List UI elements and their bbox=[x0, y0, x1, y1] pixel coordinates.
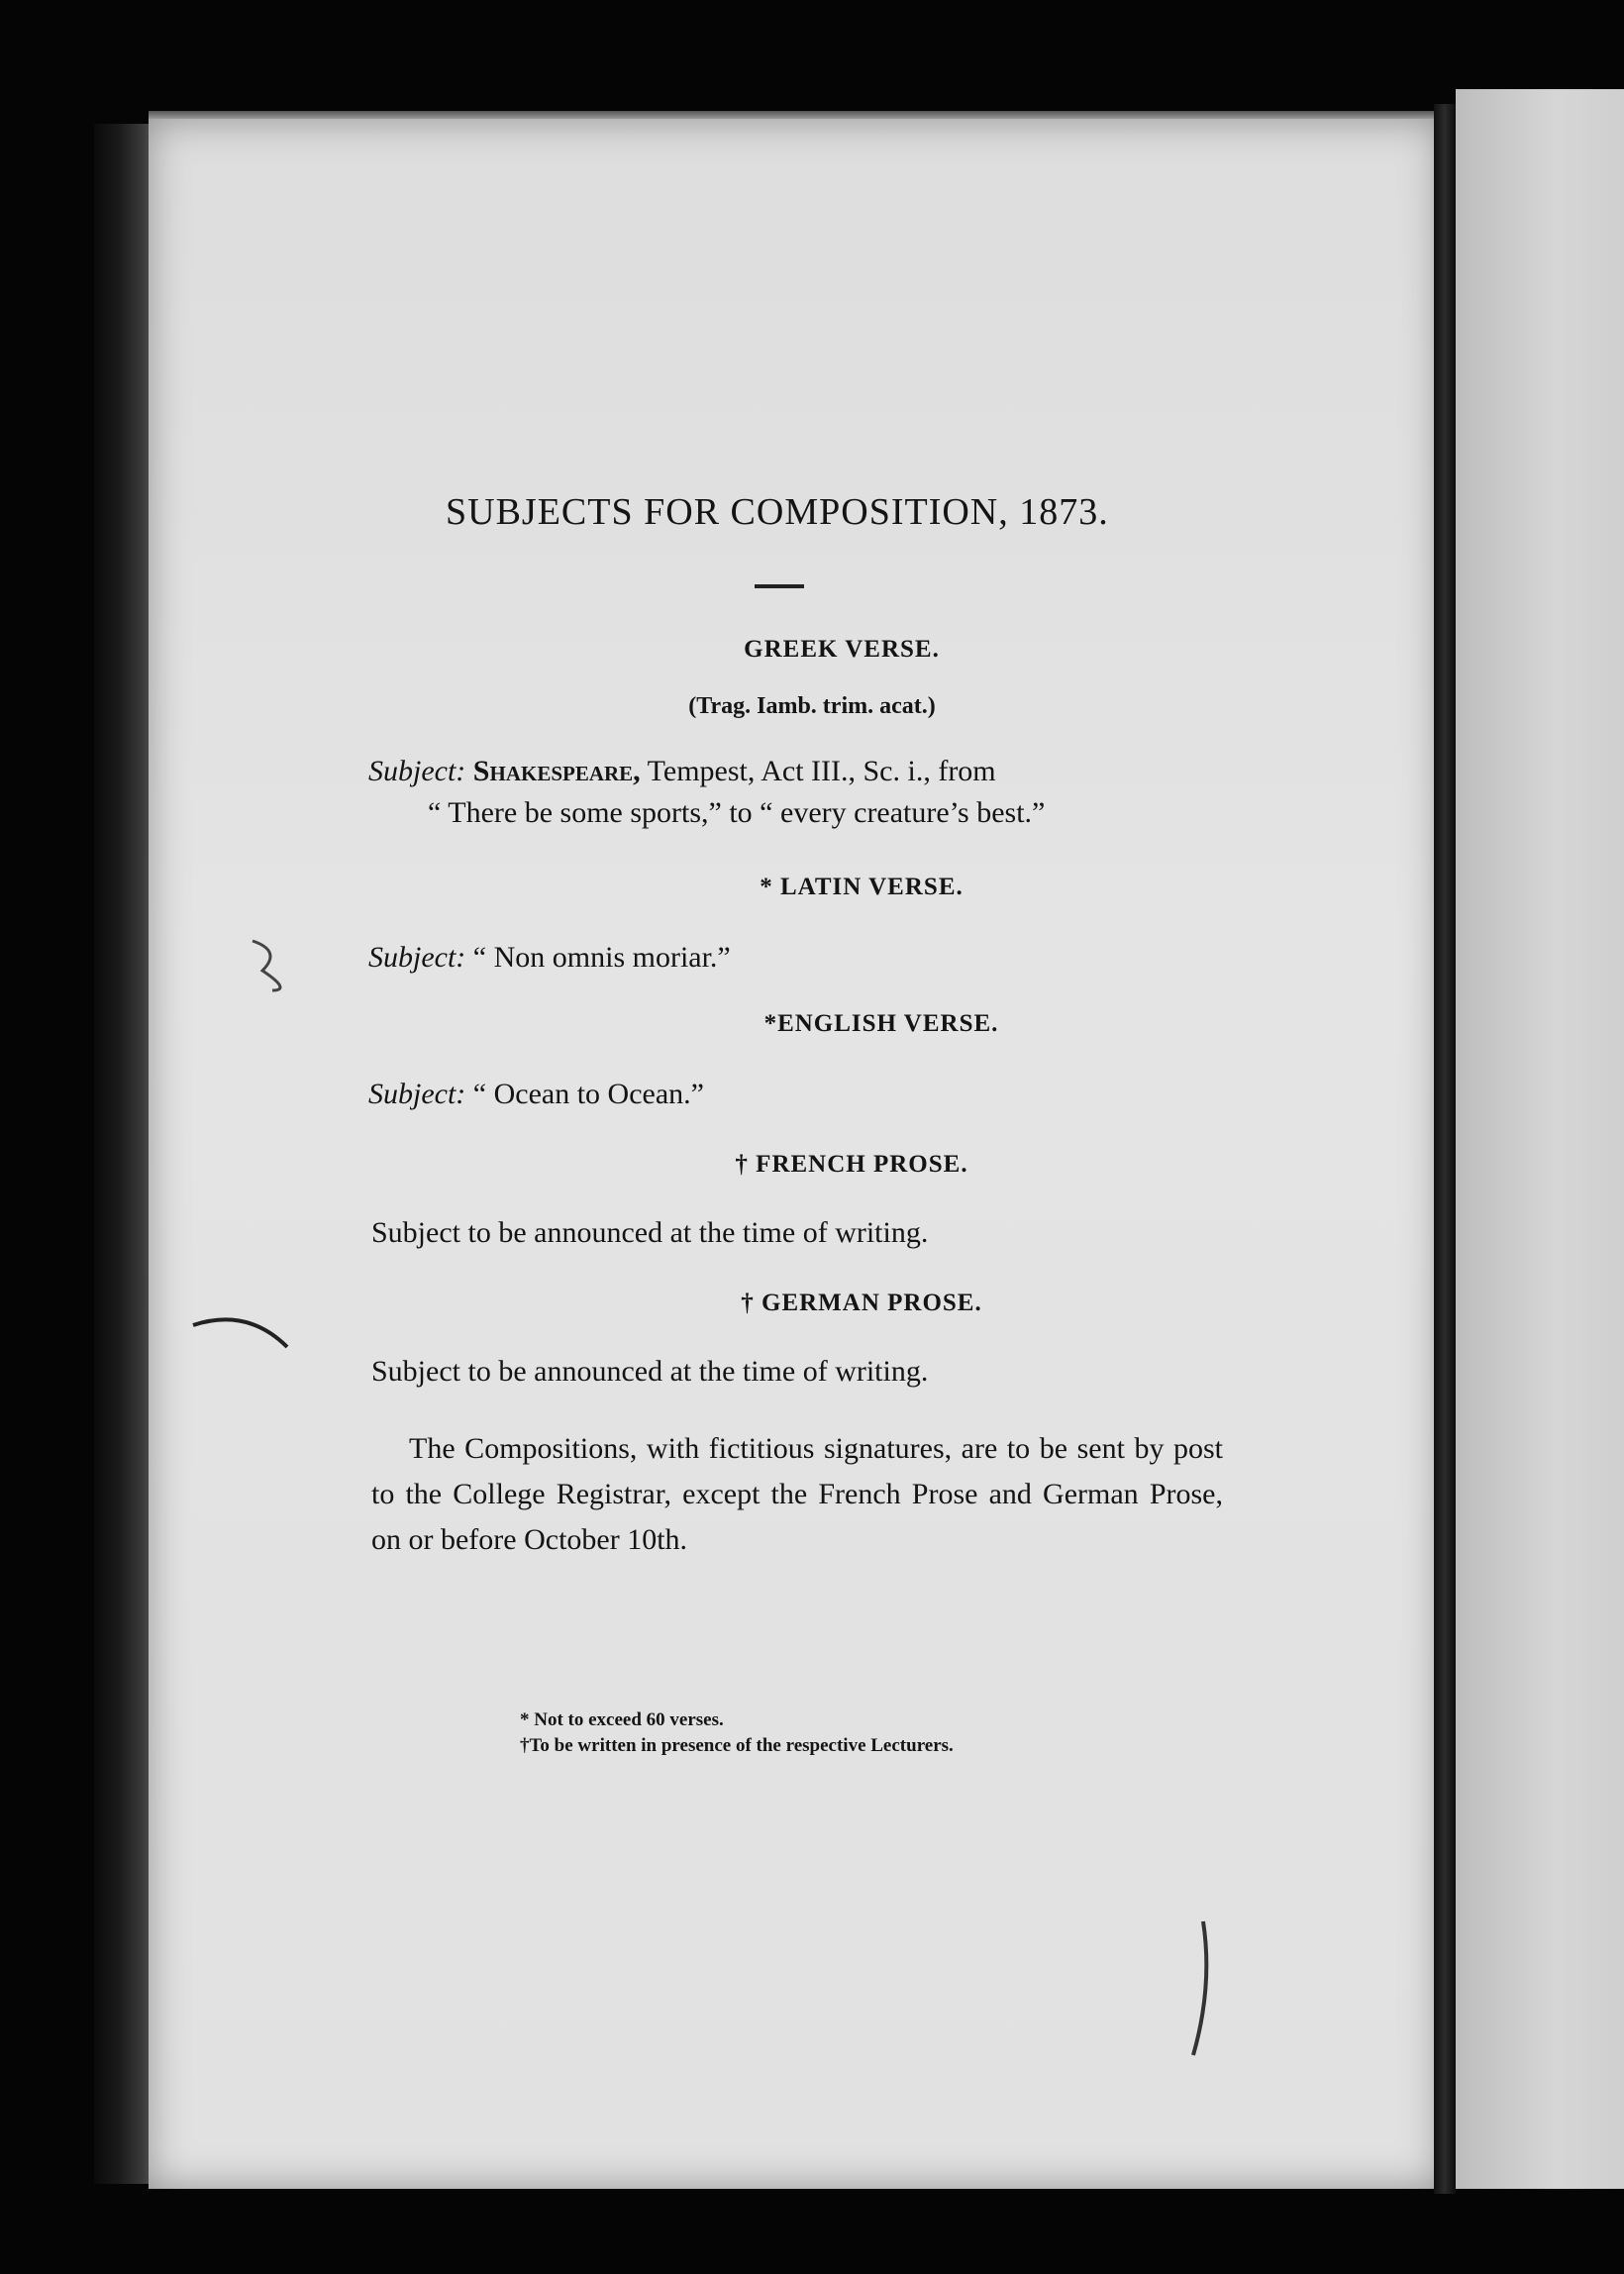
footnote-lecturers: †To be written in presence of the respective Lecturers. bbox=[520, 1735, 954, 1756]
latin-verse-heading: * LATIN VERSE. bbox=[760, 874, 964, 900]
subject-author: Shakespeare, bbox=[472, 755, 641, 787]
pencil-mark bbox=[243, 931, 302, 1000]
page-title: SUBJECTS FOR COMPOSITION, 1873. bbox=[446, 491, 1109, 533]
pencil-mark bbox=[1183, 1916, 1223, 2065]
greek-verse-subject-line bbox=[368, 755, 996, 788]
german-prose-heading: † GERMAN PROSE. bbox=[741, 1290, 982, 1316]
title-divider bbox=[755, 584, 804, 588]
greek-verse-subject-continuation: “ There be some sports,” to “ every creature’s best.” bbox=[428, 796, 1046, 829]
submission-instructions bbox=[371, 1426, 1223, 1563]
pencil-mark bbox=[188, 1307, 297, 1367]
submission-instructions-text: The Compositions, with fictitious signatures, are to be sent by post to the College Registrar, except the French Prose and German Prose, on or before October 10th. bbox=[371, 1432, 1223, 1556]
english-verse-subject-line bbox=[368, 1078, 704, 1111]
french-prose-heading: † FRENCH PROSE. bbox=[735, 1151, 968, 1178]
latin-verse-subject-line bbox=[368, 941, 731, 975]
greek-verse-meter: (Trag. Iamb. trim. acat.) bbox=[688, 693, 936, 719]
footnote-verse-limit: * Not to exceed 60 verses. bbox=[520, 1709, 724, 1730]
subject-work: Tempest, Act III., Sc. i., from bbox=[647, 755, 996, 787]
french-prose-subject: Subject to be announced at the time of writing. bbox=[371, 1216, 929, 1249]
english-verse-heading: *ENGLISH VERSE. bbox=[763, 1010, 999, 1037]
subject-text: “ Non omnis moriar.” bbox=[472, 941, 731, 974]
subject-label: Subject: bbox=[368, 941, 466, 974]
subject-text: “ Ocean to Ocean.” bbox=[472, 1078, 704, 1110]
subject-label: Subject: bbox=[368, 1078, 466, 1110]
greek-verse-heading: GREEK VERSE. bbox=[744, 636, 940, 663]
german-prose-subject: Subject to be announced at the time of writing. bbox=[371, 1355, 929, 1388]
subject-label: Subject: bbox=[368, 755, 466, 787]
